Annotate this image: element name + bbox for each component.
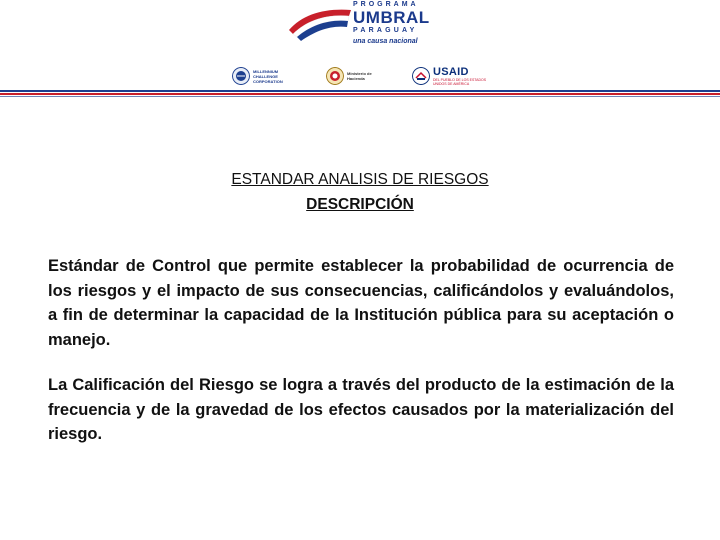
- header-rule-red: [0, 93, 720, 95]
- partner-mcc: [232, 64, 295, 88]
- program-logo: [285, 0, 445, 48]
- usaid-wordmark: [433, 67, 493, 86]
- mcc-seal-icon: [232, 67, 250, 85]
- usaid-sub-label: DEL PUEBLO DE LOS ESTADOS UNIDOS DE AMÉRICA: [433, 77, 487, 86]
- header-rule-blue-thin: [0, 96, 720, 97]
- partner-logos: [230, 64, 500, 90]
- paragraph-qualification: La Calificación del Riesgo se logra a través del producto de la estimación de la frecuencia y de la gravedad de los efectos causados por la materialización del riesgo.: [48, 376, 674, 443]
- logo-text: [353, 0, 430, 46]
- usaid-seal-icon: [412, 67, 430, 85]
- slide-subtitle: DESCRIPCIÓN: [306, 196, 414, 213]
- slide-title: ESTANDAR ANALISIS DE RIESGOS: [231, 171, 489, 188]
- logo-top-text: PROGRAMA: [353, 1, 419, 8]
- logo-bottom-text: PARAGUAY: [353, 27, 418, 34]
- usaid-label: USAID: [433, 65, 469, 78]
- logo-main-text: UMBRAL: [353, 8, 430, 27]
- partner-usaid: [412, 64, 493, 88]
- partner-mcc-label: MILLENNIUM CHALLENGE CORPORATION: [253, 68, 283, 84]
- logo-tagline: una causa nacional: [353, 38, 418, 45]
- flag-swoosh-icon: [285, 4, 355, 44]
- header-rule-blue: [0, 90, 720, 92]
- partner-hacienda-label: Ministerio de Hacienda: [347, 71, 372, 81]
- paragraph-definition: Estándar de Control que permite establecer la probabilidad de ocurrencia de los riesgos y el impacto de sus consecuencias, calificándolos y evaluándolos, a fin de determinar la capacidad de la Institución pública para su aceptación o manejo.: [48, 257, 674, 349]
- hacienda-seal-icon: [326, 67, 344, 85]
- partner-hacienda: [326, 64, 381, 88]
